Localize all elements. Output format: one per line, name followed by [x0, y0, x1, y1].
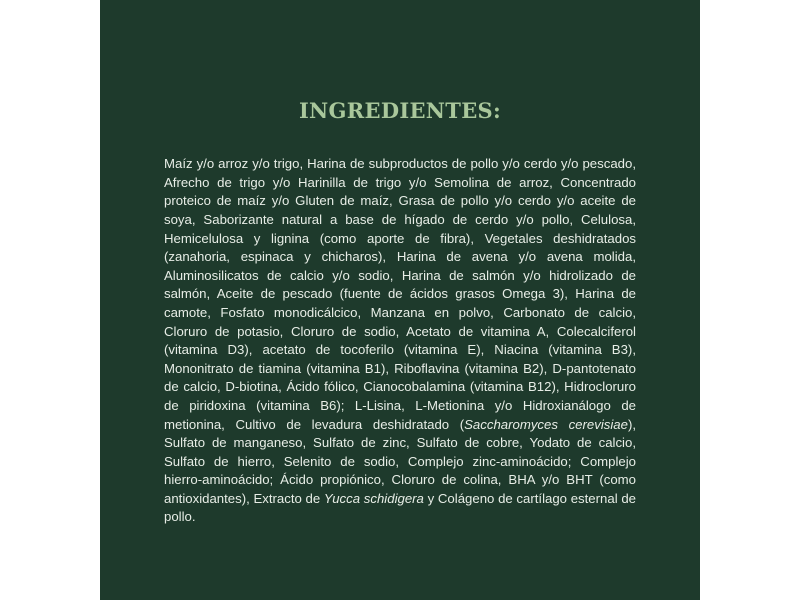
ingredients-italic-yucca: Yucca schidigera [323, 490, 424, 506]
ingredients-text [164, 155, 636, 527]
ingredients-heading: INGREDIENTES: [298, 98, 502, 123]
ingredients-italic-saccharomyces: Saccharomyces cerevisiae [464, 416, 628, 432]
ingredients-panel [100, 0, 700, 600]
ingredients-text-part-1: Maíz y/o arroz y/o trigo, Harina de subproductos de pollo y/o cerdo y/o pescado, Afrecho de trigo y/o Harinilla de trigo y/o Semolina de arroz, Concentrado proteico de maíz y/o Gluten de maíz, Grasa de pollo y/o cerdo y/o aceite de soya, Saborizante natural a base de hígado de cerdo y/o pollo, Celulosa, Hemicelulosa y lignina (como aporte de fibra), Vegetales deshidratados (zanahoria, espinaca y chicharos), Harina de avena y/o avena molida, Aluminosilicatos de calcio y/o sodio, Harina de salmón y/o hidrolizado de salmón, Aceite de pescado (fuente de ácidos grasos Omega 3), Harina de camote, Fosfato monodicálcico, Manzana en polvo, Carbonato de calcio, Cloruro de potasio, Cloruro de sodio, Acetato de vitamina A, Colecalciferol (vitamina D3), acetato de tocoferilo (vitamina E), Niacina (vitamina B3), Mononitrato de tiamina (vitamina B1), Riboflavina (vitamina B2), D-pantotenato de calcio, D-biotina, Ácido fólico, Cianocobalamina (vitamina B12), Hidrocloruro de piridoxina (vitamina B6); L-Lisina, L-Metionina y/o Hidroxianálogo de metionina, Cultivo de levadura deshidratado ( [164, 156, 636, 432]
ingredients-text-part-3: y Colágeno de cartílago esternal de pollo. [164, 490, 637, 525]
ingredients-text-part-2: ), Sulfato de manganeso, Sulfato de zinc, Sulfato de cobre, Yodato de calcio, Sulfato de hierro, Selenito de sodio, Complejo zinc-aminoácido; Complejo hierro-aminoácido; Ácido propiónico, Cloruro de colina, BHA y/o BHT (como antioxidantes), Extracto de [164, 416, 636, 506]
